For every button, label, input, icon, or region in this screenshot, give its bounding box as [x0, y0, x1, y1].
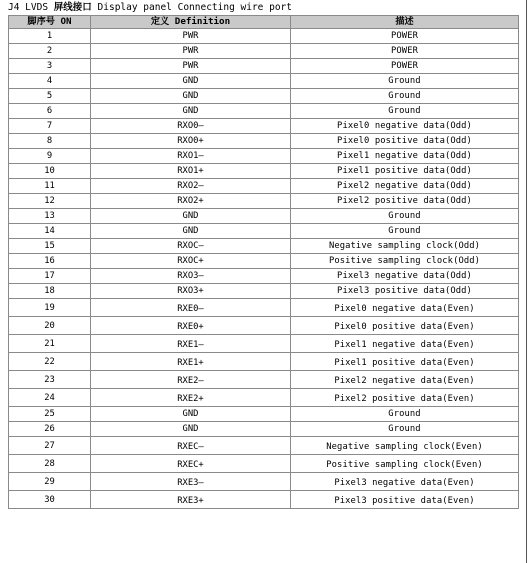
pin-cell: 12 — [9, 194, 91, 209]
table-row — [9, 194, 519, 209]
pin-cell: 27 — [9, 437, 91, 455]
signal-cell: GND — [91, 209, 291, 224]
description-cell: Ground — [291, 224, 519, 239]
description-cell: Pixel0 negative data(Even) — [291, 299, 519, 317]
signal-cell: RXE3+ — [91, 491, 291, 509]
description-cell: Pixel1 positive data(Odd) — [291, 164, 519, 179]
pin-cell: 1 — [9, 29, 91, 44]
table-row — [9, 317, 519, 335]
table-row — [9, 422, 519, 437]
description-cell: Pixel2 positive data(Even) — [291, 389, 519, 407]
pin-cell: 21 — [9, 335, 91, 353]
pin-cell: 9 — [9, 149, 91, 164]
pin-cell: 14 — [9, 224, 91, 239]
description-cell: Pixel3 positive data(Odd) — [291, 284, 519, 299]
description-cell: Pixel2 positive data(Odd) — [291, 194, 519, 209]
caption-suffix: Display panel Connecting wire port — [97, 2, 292, 13]
description-cell: Ground — [291, 209, 519, 224]
table-row — [9, 407, 519, 422]
signal-cell: GND — [91, 422, 291, 437]
description-cell: Pixel2 negative data(Even) — [291, 371, 519, 389]
signal-cell: GND — [91, 407, 291, 422]
description-cell: Ground — [291, 89, 519, 104]
header-definition: 定义 Definition — [91, 16, 291, 29]
table-row — [9, 74, 519, 89]
table-row — [9, 269, 519, 284]
signal-cell: RXO2— — [91, 179, 291, 194]
table-row — [9, 89, 519, 104]
signal-cell: RXO3+ — [91, 284, 291, 299]
description-cell: Negative sampling clock(Even) — [291, 437, 519, 455]
description-cell: POWER — [291, 59, 519, 74]
signal-cell: RXEC+ — [91, 455, 291, 473]
signal-cell: GND — [91, 224, 291, 239]
pinout-table — [8, 15, 519, 509]
signal-cell: GND — [91, 104, 291, 119]
table-row — [9, 473, 519, 491]
pin-cell: 28 — [9, 455, 91, 473]
signal-cell: RXO1— — [91, 149, 291, 164]
description-cell: Positive sampling clock(Odd) — [291, 254, 519, 269]
pin-cell: 22 — [9, 353, 91, 371]
description-cell: Pixel2 negative data(Odd) — [291, 179, 519, 194]
pin-cell: 13 — [9, 209, 91, 224]
description-cell: Ground — [291, 422, 519, 437]
signal-cell: RXO0+ — [91, 134, 291, 149]
table-row — [9, 164, 519, 179]
table-row — [9, 149, 519, 164]
pin-cell: 2 — [9, 44, 91, 59]
description-cell: Ground — [291, 74, 519, 89]
header-description: 描述 — [291, 16, 519, 29]
description-cell: Negative sampling clock(Odd) — [291, 239, 519, 254]
pin-cell: 25 — [9, 407, 91, 422]
signal-cell: RXO0— — [91, 119, 291, 134]
pin-cell: 19 — [9, 299, 91, 317]
signal-cell: RXOC+ — [91, 254, 291, 269]
pin-cell: 17 — [9, 269, 91, 284]
table-row — [9, 284, 519, 299]
table-body — [9, 29, 519, 509]
signal-cell: RXE0+ — [91, 317, 291, 335]
table-row — [9, 437, 519, 455]
description-cell: Ground — [291, 104, 519, 119]
pin-cell: 16 — [9, 254, 91, 269]
signal-cell: RXO1+ — [91, 164, 291, 179]
description-cell: Pixel0 positive data(Even) — [291, 317, 519, 335]
table-row — [9, 254, 519, 269]
table-row — [9, 29, 519, 44]
description-cell: Pixel3 negative data(Even) — [291, 473, 519, 491]
table-header-row — [9, 16, 519, 29]
signal-cell: PWR — [91, 44, 291, 59]
table-row — [9, 491, 519, 509]
table-row — [9, 209, 519, 224]
description-cell: Pixel1 positive data(Even) — [291, 353, 519, 371]
table-row — [9, 224, 519, 239]
signal-cell: PWR — [91, 29, 291, 44]
signal-cell: GND — [91, 74, 291, 89]
description-cell: Pixel3 positive data(Even) — [291, 491, 519, 509]
signal-cell: RXEC— — [91, 437, 291, 455]
pin-cell: 8 — [9, 134, 91, 149]
signal-cell: GND — [91, 89, 291, 104]
table-row — [9, 119, 519, 134]
description-cell: Pixel0 positive data(Odd) — [291, 134, 519, 149]
description-cell: POWER — [291, 29, 519, 44]
signal-cell: RXE1— — [91, 335, 291, 353]
pin-cell: 15 — [9, 239, 91, 254]
page-edge — [526, 0, 531, 563]
pin-cell: 18 — [9, 284, 91, 299]
pin-cell: 4 — [9, 74, 91, 89]
description-cell: Pixel1 negative data(Even) — [291, 335, 519, 353]
pin-cell: 7 — [9, 119, 91, 134]
signal-cell: RXO2+ — [91, 194, 291, 209]
table-row — [9, 104, 519, 119]
description-cell: Ground — [291, 407, 519, 422]
table-row — [9, 59, 519, 74]
description-cell: POWER — [291, 44, 519, 59]
pin-cell: 3 — [9, 59, 91, 74]
table-row — [9, 389, 519, 407]
pin-cell: 11 — [9, 179, 91, 194]
table-row — [9, 335, 519, 353]
table-row — [9, 179, 519, 194]
table-row — [9, 455, 519, 473]
signal-cell: RXOC— — [91, 239, 291, 254]
pin-cell: 5 — [9, 89, 91, 104]
caption-prefix: J4 LVDS — [8, 2, 49, 13]
description-cell: Positive sampling clock(Even) — [291, 455, 519, 473]
signal-cell: PWR — [91, 59, 291, 74]
table-row — [9, 353, 519, 371]
table-row — [9, 134, 519, 149]
table-row — [9, 239, 519, 254]
table-row — [9, 299, 519, 317]
pin-cell: 30 — [9, 491, 91, 509]
description-cell: Pixel0 negative data(Odd) — [291, 119, 519, 134]
signal-cell: RXE3— — [91, 473, 291, 491]
pin-cell: 29 — [9, 473, 91, 491]
signal-cell: RXE2+ — [91, 389, 291, 407]
signal-cell: RXE2— — [91, 371, 291, 389]
header-pin: 脚序号 ON — [9, 16, 91, 29]
table-caption — [8, 1, 292, 14]
pin-cell: 24 — [9, 389, 91, 407]
table-row — [9, 44, 519, 59]
pin-cell: 26 — [9, 422, 91, 437]
caption-title: 屏线接口 — [53, 2, 92, 13]
pin-cell: 23 — [9, 371, 91, 389]
description-cell: Pixel1 negative data(Odd) — [291, 149, 519, 164]
table-row — [9, 371, 519, 389]
pin-cell: 10 — [9, 164, 91, 179]
signal-cell: RXE0— — [91, 299, 291, 317]
pin-cell: 20 — [9, 317, 91, 335]
pin-cell: 6 — [9, 104, 91, 119]
signal-cell: RXE1+ — [91, 353, 291, 371]
description-cell: Pixel3 negative data(Odd) — [291, 269, 519, 284]
signal-cell: RXO3— — [91, 269, 291, 284]
